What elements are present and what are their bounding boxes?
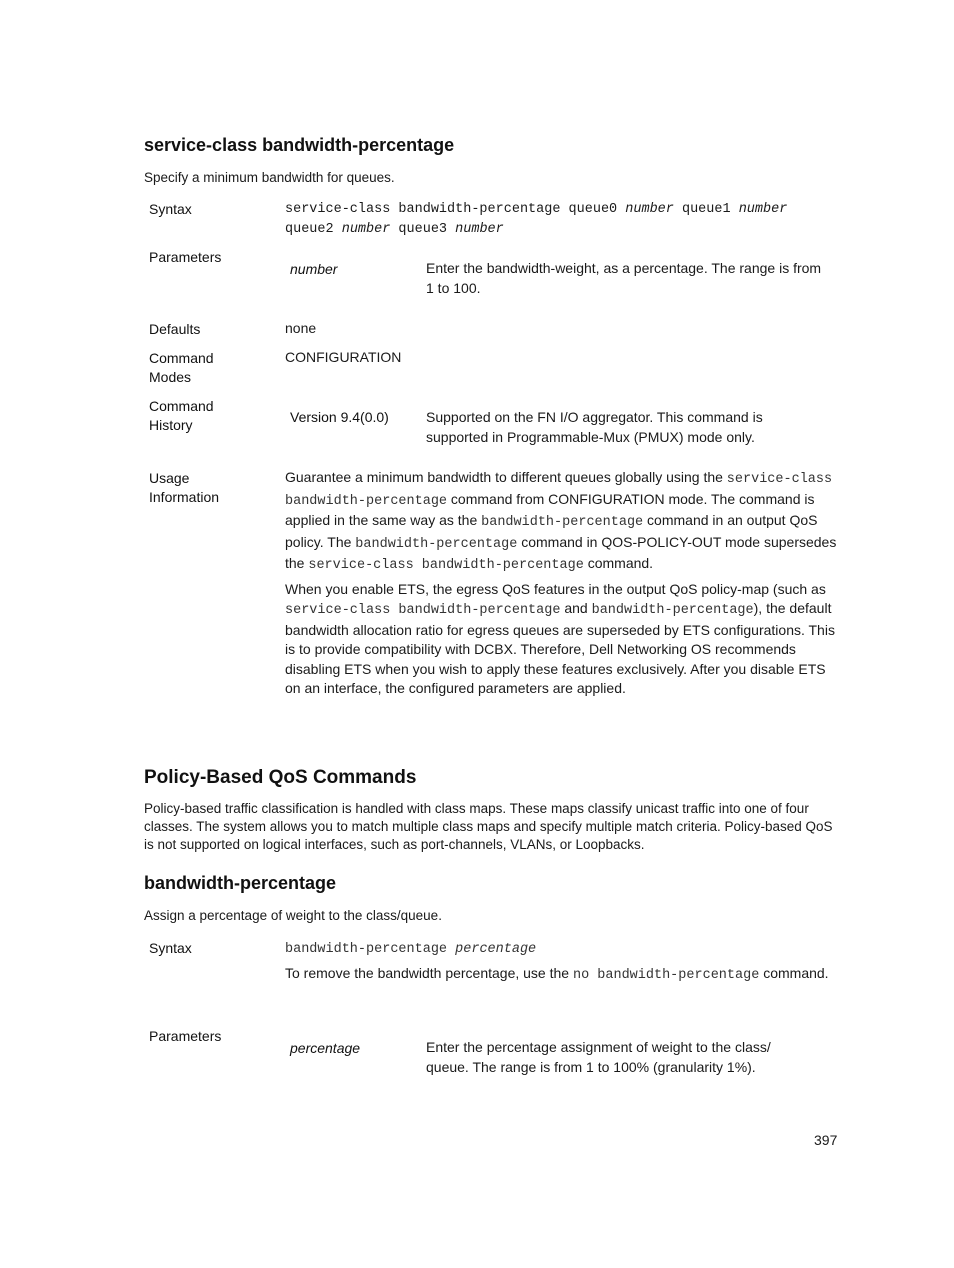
usage-text: command in an output QoS policy. The: [285, 512, 818, 550]
syntax-label: Syntax: [149, 201, 192, 217]
syntax-arg: number: [625, 202, 674, 217]
syntax-arg: percentage: [455, 942, 537, 957]
section-intro: Policy-based traffic classification is handled with class maps. These maps classify unicast traffic into one of four classes. The system allows you to match multiple class maps and specify multiple match criteria. Policy-based QoS is not supported on logical interfaces, such as port-channels, VLANs, or Loopbacks.: [144, 801, 833, 852]
syntax-command: [285, 938, 837, 960]
syntax-text: queue1: [673, 202, 739, 217]
usage-code: bandwidth-percentage: [591, 603, 754, 618]
usage-information-label: Usage Information: [149, 470, 220, 505]
section-title-policy-based-qos-commands: Policy-Based QoS Commands: [144, 767, 417, 788]
history-description: Supported on the FN I/O aggregator. This command is supported in Programmable-Mux (PMUX) mode only.: [426, 409, 763, 445]
remove-text: To remove the bandwidth percentage, use the: [285, 964, 573, 981]
command-modes-value: CONFIGURATION: [285, 349, 402, 365]
section-title-bandwidth-percentage: bandwidth-percentage: [144, 873, 337, 893]
usage-text: When you enable ETS, the egress QoS features in the output QoS policy-map (such as: [285, 580, 826, 597]
usage-paragraph-1: [285, 468, 837, 576]
remove-note: [285, 964, 837, 986]
usage-code: service-class bandwidth-percentage: [285, 472, 833, 509]
usage-code: service-class bandwidth-percentage: [285, 603, 561, 618]
syntax-arg: number: [455, 221, 504, 237]
usage-text: command from CONFIGURATION mode. The command is applied in the same way as the: [285, 490, 815, 528]
remove-text: command.: [759, 964, 829, 981]
usage-code: bandwidth-percentage: [355, 536, 518, 552]
param-description: Enter the bandwidth-weight, as a percentage. The range is from 1 to 100.: [426, 260, 822, 296]
history-version: Version 9.4(0.0): [290, 409, 389, 425]
param-description: Enter the percentage assignment of weight to the class/ queue. The range is from 1 to 100% (granularity 1%).: [426, 1039, 771, 1075]
command-modes-label: Command Modes: [149, 350, 214, 385]
section-title-service-class-bandwidth-percentage: service-class bandwidth-percentage: [144, 135, 455, 155]
syntax-arg: number: [341, 221, 391, 237]
param-name: percentage: [290, 1040, 361, 1056]
usage-paragraph-2: [285, 580, 837, 699]
usage-text: and: [560, 600, 592, 616]
parameters-label: Parameters: [149, 249, 222, 265]
usage-text: ), the default bandwidth allocation ratio for egress queues are superseded by ETS configurations. This is to provide compatibility with DCBX. Therefore, Dell Networking OS recommends disabling ETS when you wish to apply these features exclusively. After you disable ETS on an interface, the configured parameters are applied.: [285, 600, 835, 696]
param-name: number: [290, 261, 338, 277]
syntax-arg: number: [738, 202, 788, 217]
syntax-text: queue2: [285, 221, 342, 237]
defaults-label: Defaults: [149, 321, 201, 337]
syntax-value: [285, 938, 837, 985]
defaults-value: none: [285, 320, 317, 336]
syntax-text: bandwidth-percentage: [285, 942, 456, 957]
section-intro: Assign a percentage of weight to the class/queue.: [144, 908, 442, 923]
syntax-text: queue3: [390, 221, 456, 237]
usage-code: service-class bandwidth-percentage: [308, 558, 584, 573]
usage-text: Guarantee a minimum bandwidth to different queues globally using the: [285, 469, 727, 485]
syntax-label: Syntax: [149, 940, 192, 956]
usage-code: bandwidth-percentage: [481, 515, 644, 530]
parameters-label: Parameters: [149, 1028, 222, 1044]
remove-code: no bandwidth-percentage: [572, 967, 760, 983]
usage-text: command in QOS-POLICY-OUT mode supersedes the: [285, 533, 837, 571]
usage-text: command.: [583, 555, 654, 571]
syntax-value: [285, 200, 837, 239]
section-intro: Specify a minimum bandwidth for queues.: [144, 170, 395, 185]
page-number: 397: [814, 1132, 838, 1148]
usage-information-value: [285, 468, 837, 703]
command-history-label: Command History: [149, 398, 214, 433]
syntax-text: service-class bandwidth-percentage queue0: [285, 202, 626, 217]
